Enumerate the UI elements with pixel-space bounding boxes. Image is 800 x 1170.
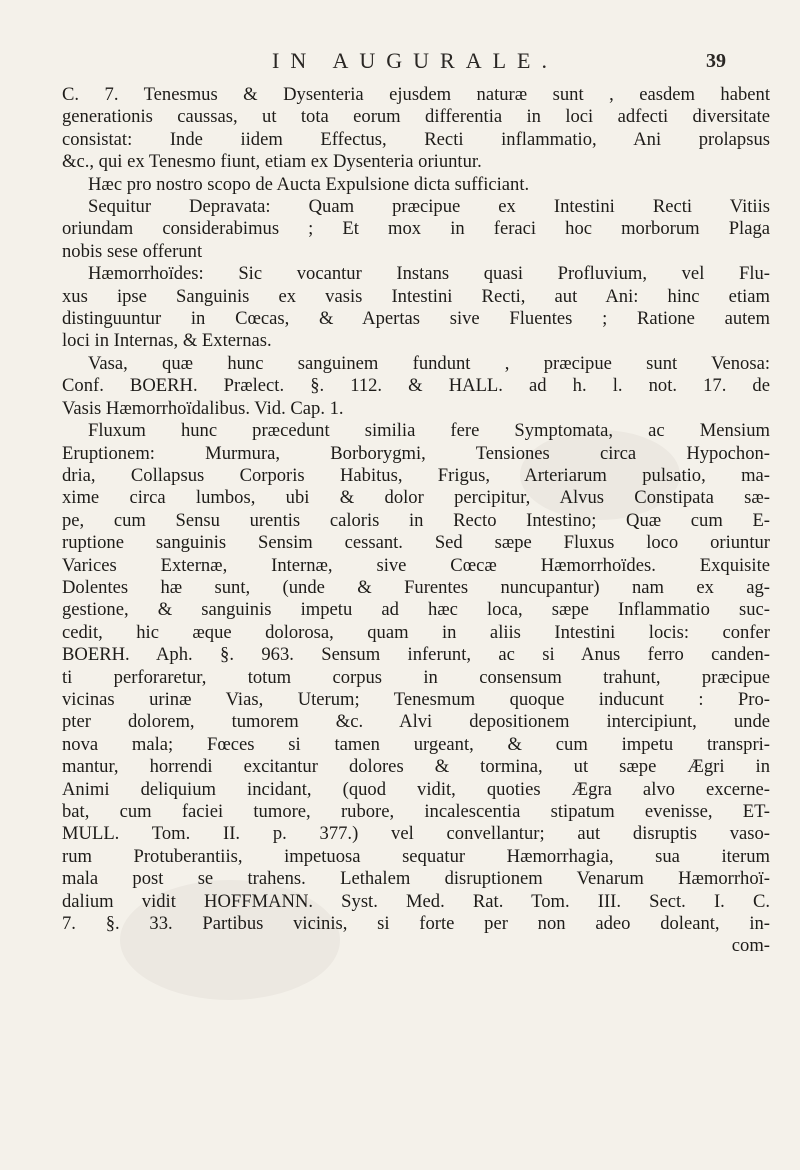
- catchword: com-: [731, 935, 770, 957]
- text-line: nova mala; Fœces si tamen urgeant, & cum impetu transpri-: [62, 733, 770, 755]
- text-line: C. 7. Tenesmus & Dysenteria ejusdem naturæ sunt , easdem habent: [62, 84, 770, 105]
- running-head: IN AUGURALE.: [272, 48, 558, 73]
- text-line: ti perforaretur, totum corpus in consensum trahunt, præcipue: [62, 666, 770, 688]
- text-line: nobis sese offerunt: [62, 240, 203, 262]
- text-line: pter dolorem, tumorem &c. Alvi depositionem intercipiunt, unde: [62, 711, 770, 733]
- text-line: mantur, horrendi excitantur dolores & tormina, ut sæpe Ægri in: [62, 756, 770, 778]
- text-line: xus ipse Sanguinis ex vasis Intestini Recti, aut Ani: hinc etiam: [62, 285, 770, 307]
- text-line: mala post se trahens. Lethalem disruptionem Venarum Hæmorrhoï-: [62, 868, 770, 890]
- text-line: Hæc pro nostro scopo de Aucta Expulsione dicta sufficiant.: [88, 173, 530, 195]
- text-line: dria, Collapsus Corporis Habitus, Frigus, Arteriarum pulsatio, ma-: [62, 464, 770, 486]
- page-number: 39: [706, 50, 726, 72]
- text-line: BOERH. Aph. §. 963. Sensum inferunt, ac si Anus ferro canden-: [62, 644, 770, 666]
- text-line: Vasa, quæ hunc sanguinem fundunt , præcipue sunt Venosa:: [88, 352, 770, 374]
- text-line: generationis caussas, ut tota eorum differentia in loci adfecti diversitate: [62, 106, 770, 128]
- text-line: gestione, & sanguinis impetu ad hæc loca, sæpe Inflammatio suc-: [62, 599, 770, 621]
- text-line: bat, cum faciei tumore, rubore, incalescentia stipatum evenisse, ET-: [62, 801, 770, 822]
- text-line: ruptione sanguinis Sensim cessant. Sed sæpe Fluxus loco oriuntur: [62, 532, 770, 554]
- text-line: consistat: Inde iidem Effectus, Recti inflammatio, Ani prolapsus: [62, 128, 770, 150]
- body-text: [62, 84, 770, 958]
- text-line: 7. §. 33. Partibus vicinis, si forte per non adeo doleant, in-: [62, 913, 770, 935]
- text-line: Dolentes hæ sunt, (unde & Furentes nuncupantur) nam ex ag-: [62, 576, 770, 598]
- text-line: Conf. BOERH. Prælect. §. 112. & HALL. ad h. l. not. 17. de: [62, 375, 770, 397]
- text-line: cedit, hic æque dolorosa, quam in aliis Intestini locis: confer: [62, 621, 770, 643]
- text-line: MULL. Tom. II. p. 377.) vel convellantur; aut disruptis vaso-: [62, 823, 770, 845]
- text-line: xime circa lumbos, ubi & dolor percipitur, Alvus Constipata sæ-: [62, 487, 770, 509]
- text-line: Hæmorrhoïdes: Sic vocantur Instans quasi Profluvium, vel Flu-: [88, 263, 770, 285]
- text-line: Varices Externæ, Internæ, sive Cœcæ Hæmorrhoïdes. Exquisite: [62, 554, 770, 576]
- text-line: Sequitur Depravata: Quam præcipue ex Intestini Recti Vitiis: [88, 196, 770, 218]
- text-line: &c., qui ex Tenesmo fiunt, etiam ex Dysenteria oriuntur.: [62, 151, 482, 173]
- text-line: dalium vidit HOFFMANN. Syst. Med. Rat. Tom. III. Sect. I. C.: [62, 890, 770, 912]
- text-line: Eruptionem: Murmura, Borborygmi, Tensiones circa Hypochon-: [62, 442, 770, 464]
- text-line: loci in Internas, & Externas.: [62, 330, 272, 352]
- text-line: oriundam considerabimus ; Et mox in feraci hoc morborum Plaga: [62, 218, 770, 240]
- text-line: distinguuntur in Cœcas, & Apertas sive Fluentes ; Ratione autem: [62, 308, 770, 330]
- text-line: rum Protuberantiis, impetuosa sequatur Hæmorrhagia, sua iterum: [62, 845, 770, 867]
- text-line: Fluxum hunc præcedunt similia fere Symptomata, ac Mensium: [88, 420, 770, 442]
- text-line: vicinas urinæ Vias, Uterum; Tenesmum quoque inducunt : Pro-: [62, 688, 770, 710]
- text-line: Vasis Hæmorrhoïdalibus. Vid. Cap. 1.: [62, 397, 344, 419]
- text-line: Animi deliquium incidant, (quod vidit, quoties Ægra alvo excerne-: [62, 778, 770, 800]
- text-line: pe, cum Sensu urentis caloris in Recto Intestino; Quæ cum E-: [62, 509, 770, 531]
